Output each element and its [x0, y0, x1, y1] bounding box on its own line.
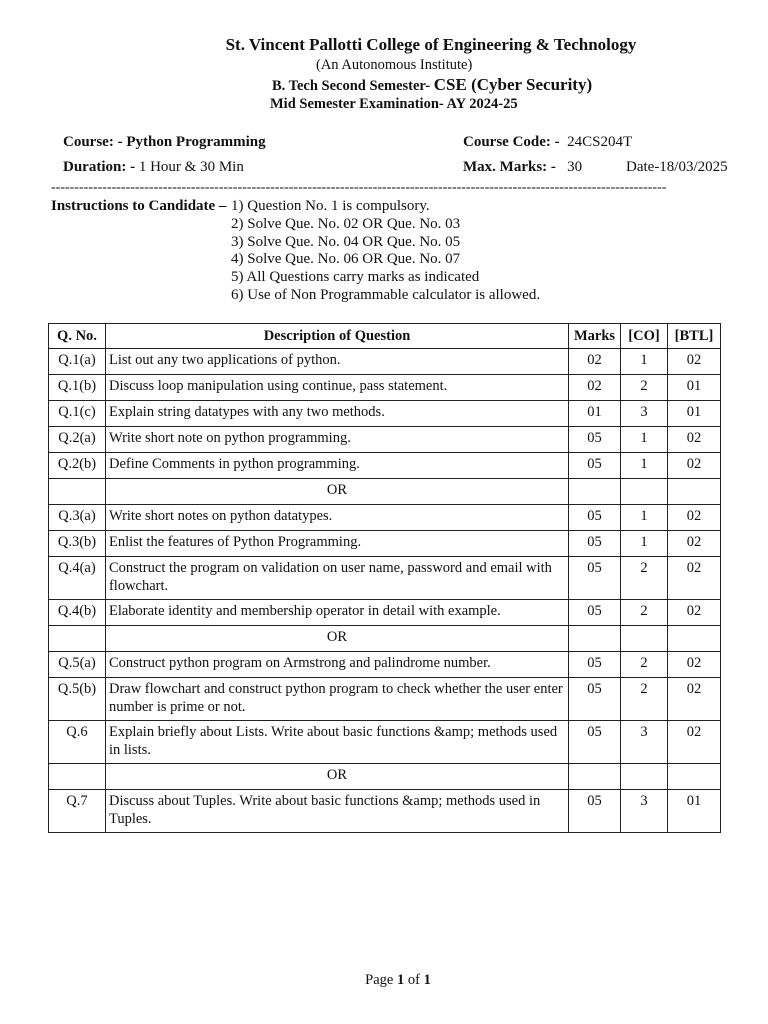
max-marks-value: 30 — [567, 159, 583, 175]
course-code-label: Course Code: - — [463, 134, 560, 150]
question-marks: 05 — [569, 652, 621, 678]
question-co: 2 — [621, 375, 668, 401]
semester-branch: CSE (Cyber Security) — [433, 75, 593, 94]
question-marks: 05 — [569, 531, 621, 557]
question-description: Explain briefly about Lists. Write about basic functions &amp; methods used in lists. — [105, 721, 568, 764]
instruction-item: 2) Solve Que. No. 02 OR Que. No. 03 — [231, 215, 461, 232]
empty-cell — [569, 479, 621, 505]
or-separator-row — [49, 479, 721, 505]
table-row — [49, 721, 721, 764]
question-marks: 02 — [569, 375, 621, 401]
instruction-item: 5) All Questions carry marks as indicated — [231, 269, 480, 286]
question-btl: 02 — [667, 349, 720, 375]
question-marks: 05 — [569, 600, 621, 626]
question-description: Discuss about Tuples. Write about basic functions &amp; methods used in Tuples. — [105, 790, 568, 833]
question-marks: 05 — [569, 678, 621, 721]
question-co: 1 — [621, 531, 668, 557]
question-description: Discuss loop manipulation using continue, pass statement. — [105, 375, 568, 401]
question-co: 3 — [621, 401, 668, 427]
question-number: Q.1(a) — [49, 349, 106, 375]
instruction-item: 6) Use of Non Programmable calculator is allowed. — [231, 286, 541, 303]
question-btl: 02 — [667, 505, 720, 531]
instruction-item: 4) Solve Que. No. 06 OR Que. No. 07 — [231, 251, 461, 268]
question-number: Q.1(b) — [49, 375, 106, 401]
question-marks: 01 — [569, 401, 621, 427]
question-btl: 02 — [667, 678, 720, 721]
question-co: 2 — [621, 557, 668, 600]
instruction-item: 3) Solve Que. No. 04 OR Que. No. 05 — [231, 233, 461, 250]
duration-value: 1 Hour & 30 Min — [138, 159, 244, 175]
question-btl: 02 — [667, 557, 720, 600]
table-row — [49, 505, 721, 531]
question-description: List out any two applications of python. — [105, 349, 568, 375]
or-separator-row — [49, 626, 721, 652]
question-btl: 02 — [667, 427, 720, 453]
table-row — [49, 790, 721, 833]
header-co: [CO] — [621, 324, 668, 349]
semester-line — [272, 75, 592, 95]
max-marks-label: Max. Marks: - — [463, 159, 556, 175]
question-description: Elaborate identity and membership operator in detail with example. — [105, 600, 568, 626]
question-co: 2 — [621, 652, 668, 678]
question-btl: 02 — [667, 531, 720, 557]
question-btl: 01 — [667, 790, 720, 833]
question-co: 1 — [621, 453, 668, 479]
question-number: Q.2(a) — [49, 427, 106, 453]
question-btl: 02 — [667, 652, 720, 678]
question-marks: 05 — [569, 557, 621, 600]
question-marks: 05 — [569, 721, 621, 764]
question-marks: 05 — [569, 505, 621, 531]
table-row — [49, 678, 721, 721]
page-total: 1 — [423, 972, 431, 988]
max-marks — [463, 159, 582, 176]
instruction-item: 1) Question No. 1 is compulsory. — [231, 198, 430, 214]
question-description: Write short notes on python datatypes. — [105, 505, 568, 531]
question-co: 1 — [621, 427, 668, 453]
header-qno: Q. No. — [49, 324, 106, 349]
question-co: 3 — [621, 721, 668, 764]
course-name: Course: - Python Programming — [63, 134, 266, 150]
table-row — [49, 375, 721, 401]
empty-cell — [667, 764, 720, 790]
question-btl: 01 — [667, 401, 720, 427]
table-row — [49, 557, 721, 600]
page-footer — [0, 972, 768, 989]
question-number: Q.1(c) — [49, 401, 106, 427]
dashed-divider: ------------------------------------------------------------------------------------------------------------------------------------ — [51, 180, 667, 195]
question-btl: 01 — [667, 375, 720, 401]
question-co: 3 — [621, 790, 668, 833]
table-row — [49, 652, 721, 678]
question-number: Q.7 — [49, 790, 106, 833]
header-btl: [BTL] — [667, 324, 720, 349]
table-row — [49, 427, 721, 453]
table-row — [49, 531, 721, 557]
duration-label: Duration: - — [63, 159, 136, 175]
instructions-heading: Instructions to Candidate – — [51, 198, 227, 214]
question-co: 2 — [621, 600, 668, 626]
question-marks: 05 — [569, 790, 621, 833]
question-btl: 02 — [667, 453, 720, 479]
question-btl: 02 — [667, 600, 720, 626]
table-header-row — [49, 324, 721, 349]
table-row — [49, 453, 721, 479]
or-label: OR — [105, 764, 568, 790]
empty-cell — [569, 626, 621, 652]
or-label: OR — [105, 479, 568, 505]
autonomous-note: (An Autonomous Institute) — [316, 57, 473, 73]
question-marks: 02 — [569, 349, 621, 375]
exam-title: Mid Semester Examination- AY 2024-25 — [270, 96, 518, 112]
question-description: Construct python program on Armstrong and palindrome number. — [105, 652, 568, 678]
question-number: Q.5(b) — [49, 678, 106, 721]
exam-date: Date-18/03/2025 — [626, 159, 728, 175]
instructions-list — [231, 198, 540, 305]
question-number: Q.3(b) — [49, 531, 106, 557]
question-description: Enlist the features of Python Programming. — [105, 531, 568, 557]
question-number: Q.2(b) — [49, 453, 106, 479]
empty-cell — [667, 479, 720, 505]
question-description: Draw flowchart and construct python program to check whether the user enter number is prime or not. — [105, 678, 568, 721]
question-number: Q.5(a) — [49, 652, 106, 678]
question-description: Construct the program on validation on user name, password and email with flowchart. — [105, 557, 568, 600]
table-row — [49, 401, 721, 427]
or-separator-row — [49, 764, 721, 790]
empty-cell — [49, 764, 106, 790]
empty-cell — [667, 626, 720, 652]
table-row — [49, 349, 721, 375]
empty-cell — [569, 764, 621, 790]
course-code — [463, 134, 632, 151]
question-marks: 05 — [569, 427, 621, 453]
question-number: Q.6 — [49, 721, 106, 764]
duration — [63, 159, 244, 176]
question-co: 1 — [621, 349, 668, 375]
question-number: Q.3(a) — [49, 505, 106, 531]
question-marks: 05 — [569, 453, 621, 479]
question-description: Define Comments in python programming. — [105, 453, 568, 479]
course-code-value: 24CS204T — [567, 134, 633, 150]
college-name: St. Vincent Pallotti College of Engineering & Technology — [225, 35, 637, 54]
question-co: 2 — [621, 678, 668, 721]
question-number: Q.4(a) — [49, 557, 106, 600]
question-btl: 02 — [667, 721, 720, 764]
page-prefix: Page — [365, 972, 394, 988]
or-label: OR — [105, 626, 568, 652]
page-current: 1 — [396, 972, 405, 988]
page-of: of — [407, 972, 420, 988]
empty-cell — [49, 479, 106, 505]
empty-cell — [49, 626, 106, 652]
question-description: Write short note on python programming. — [105, 427, 568, 453]
question-table — [48, 323, 721, 833]
question-description: Explain string datatypes with any two methods. — [105, 401, 568, 427]
empty-cell — [621, 626, 668, 652]
header-marks: Marks — [569, 324, 621, 349]
empty-cell — [621, 764, 668, 790]
table-row — [49, 600, 721, 626]
semester-prefix: B. Tech Second Semester- — [272, 78, 431, 94]
question-number: Q.4(b) — [49, 600, 106, 626]
empty-cell — [621, 479, 668, 505]
question-co: 1 — [621, 505, 668, 531]
header-description: Description of Question — [105, 324, 568, 349]
